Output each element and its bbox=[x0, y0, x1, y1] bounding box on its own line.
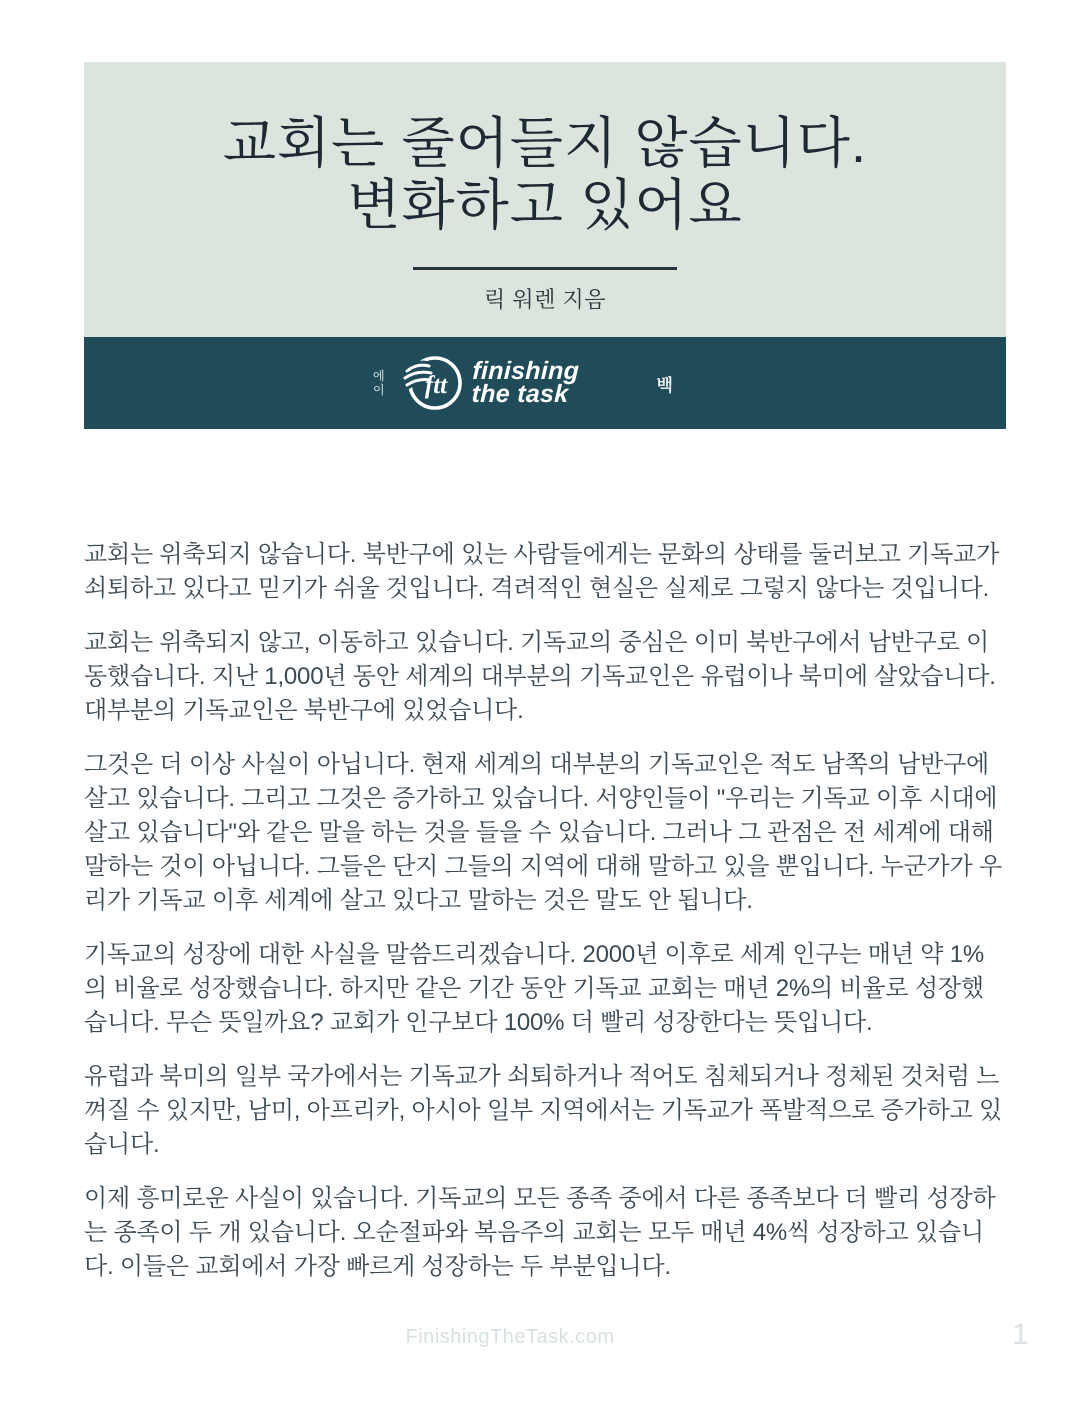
ftt-logo-wordmark-line1: finishing bbox=[471, 357, 580, 385]
author-byline: 릭 워렌 지음 bbox=[484, 287, 606, 312]
brand-band bbox=[84, 337, 1006, 429]
body-paragraph-6: 이제 흥미로운 사실이 있습니다. 기독교의 모든 종족 중에서 다른 종족보다 더 빨리 성장하는 종족이 두 개 있습니다. 오순절파와 복음주의 교회는 모두 매년 4%씩 성장하고 있습니다. 이들은 교회에서 가장 빠르게 성장하는 두 부분입니다. bbox=[84, 1185, 996, 1280]
ftt-logo-wordmark bbox=[470, 357, 580, 408]
document-body bbox=[84, 538, 1006, 1304]
band-right-label: 백 bbox=[656, 375, 673, 395]
band-side-label-top: 에 bbox=[373, 369, 385, 383]
title-divider bbox=[413, 267, 677, 270]
page-number: 1 bbox=[1012, 1318, 1029, 1351]
band-side-label-bottom: 이 bbox=[373, 383, 385, 397]
ftt-logo-wordmark-line2: the task bbox=[470, 380, 569, 408]
body-paragraph-3: 그것은 더 이상 사실이 아닙니다. 현재 세계의 대부분의 기독교인은 적도 남쪽의 남반구에 살고 있습니다. 그리고 그것은 증가하고 있습니다. 서양인들이 "우리는 기독교 이후 시대에 살고 있습니다"와 같은 말을 하는 것을 들을 수 있습니다. 그러나 그 관점은 전 세계에 대해 말하는 것이 아닙니다. 그들은 단지 그들의 지역에 대해 말하고 있을 뿐입니다. 누군가가 우리가 기독교 이후 세계에 살고 있다고 말하는 것은 말도 안 됩니다. bbox=[84, 751, 1002, 914]
footer-site-url: FinishingTheTask.com bbox=[405, 1326, 615, 1348]
brand-band-group bbox=[373, 352, 673, 414]
ftt-logo bbox=[403, 352, 579, 414]
band-side-label bbox=[373, 369, 385, 397]
page-title-line2: 변화하고 있어요 bbox=[347, 174, 743, 236]
ftt-logo-monogram: ftt bbox=[424, 372, 447, 399]
hero-title-block bbox=[84, 62, 1006, 337]
hero-header bbox=[84, 62, 1006, 429]
body-paragraph-2: 교회는 위축되지 않고, 이동하고 있습니다. 기독교의 중심은 이미 북반구에서 남반구로 이동했습니다. 지난 1,000년 동안 세계의 대부분의 기독교인은 유럽이나 북미에 살았습니다. 대부분의 기독교인은 북반구에 있었습니다. bbox=[84, 629, 996, 724]
page-title bbox=[84, 62, 1006, 236]
body-paragraph-4: 기독교의 성장에 대한 사실을 말씀드리겠습니다. 2000년 이후로 세계 인구는 매년 약 1%의 비율로 성장했습니다. 하지만 같은 기간 동안 기독교 교회는 매년 2%의 비율로 성장했습니다. 무슨 뜻일까요? 교회가 인구보다 100% 더 빨리 성장한다는 뜻입니다. bbox=[84, 941, 984, 1036]
body-paragraph-1: 교회는 위축되지 않습니다. 북반구에 있는 사람들에게는 문화의 상태를 둘러보고 기독교가 쇠퇴하고 있다고 믿기가 쉬울 것입니다. 격려적인 현실은 실제로 그렇지 않다는 것입니다. bbox=[84, 541, 1000, 602]
ftt-logo-icon bbox=[403, 352, 465, 414]
page-title-line1: 교회는 줄어들지 않습니다. bbox=[222, 112, 868, 174]
body-paragraph-5: 유럽과 북미의 일부 국가에서는 기독교가 쇠퇴하거나 적어도 침체되거나 정체된 것처럼 느껴질 수 있지만, 남미, 아프리카, 아시아 일부 지역에서는 기독교가 폭발적으로 증가하고 있습니다. bbox=[84, 1063, 1002, 1158]
